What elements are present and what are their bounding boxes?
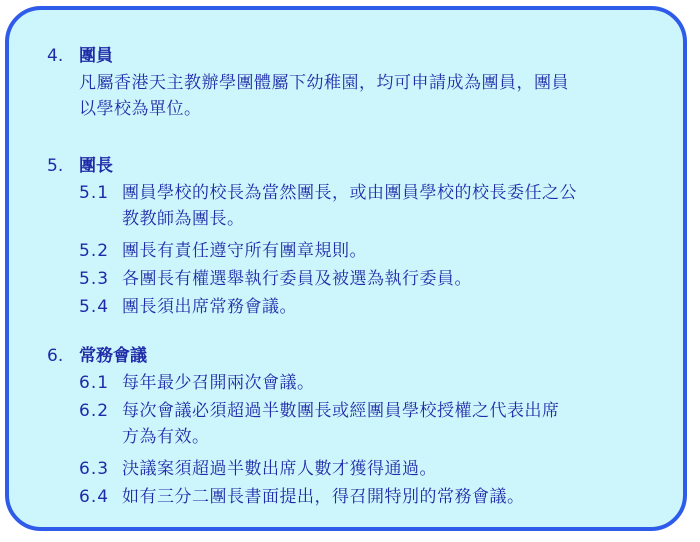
- item-line: 決議案須超過半數出席人數才獲得通過。: [122, 459, 437, 479]
- content-card: [5, 6, 687, 531]
- item-line: 方為有效。: [122, 427, 210, 447]
- item-text: [122, 266, 672, 292]
- item-line: 每年最少召開兩次會議。: [122, 373, 315, 393]
- item-number: 6.1: [79, 373, 110, 393]
- item-line: 團員學校的校長為當然團長，或由團員學校的校長委任之公: [122, 183, 577, 203]
- section-number: 6.: [47, 346, 64, 366]
- item-line: 團長有責任遵守所有團章規則。: [122, 241, 367, 261]
- item-text: [122, 238, 672, 264]
- section-title: 團員: [79, 46, 113, 66]
- item-text: [122, 180, 672, 232]
- item-number: 6.3: [79, 459, 110, 479]
- section-title: 常務會議: [79, 346, 147, 366]
- item-number: 5.4: [79, 297, 110, 317]
- section-title: 團長: [79, 156, 113, 176]
- item-line: 如有三分二團長書面提出，得召開特別的常務會議。: [122, 487, 525, 507]
- item-line: 教教師為團長。: [122, 209, 245, 229]
- item-number: 6.2: [79, 401, 110, 421]
- item-text: [122, 294, 672, 320]
- item-text: [122, 370, 672, 396]
- paragraph-line: 以學校為單位。: [79, 99, 202, 119]
- item-number: 6.4: [79, 487, 110, 507]
- item-number: 5.3: [79, 269, 110, 289]
- item-line: 各團長有權選舉執行委員及被選為執行委員。: [122, 269, 472, 289]
- item-number: 5.2: [79, 241, 110, 261]
- section-number: 5.: [47, 156, 64, 176]
- item-text: [122, 484, 672, 510]
- item-line: 每次會議必須超過半數團長或經團員學校授權之代表出席: [122, 401, 560, 421]
- item-number: 5.1: [79, 183, 110, 203]
- item-text: [122, 456, 672, 482]
- section-number: 4.: [47, 46, 64, 66]
- section-paragraph: [79, 70, 669, 122]
- item-text: [122, 398, 672, 450]
- item-line: 團長須出席常務會議。: [122, 297, 297, 317]
- paragraph-line: 凡屬香港天主教辦學團體屬下幼稚園，均可申請成為團員，團員: [79, 73, 569, 93]
